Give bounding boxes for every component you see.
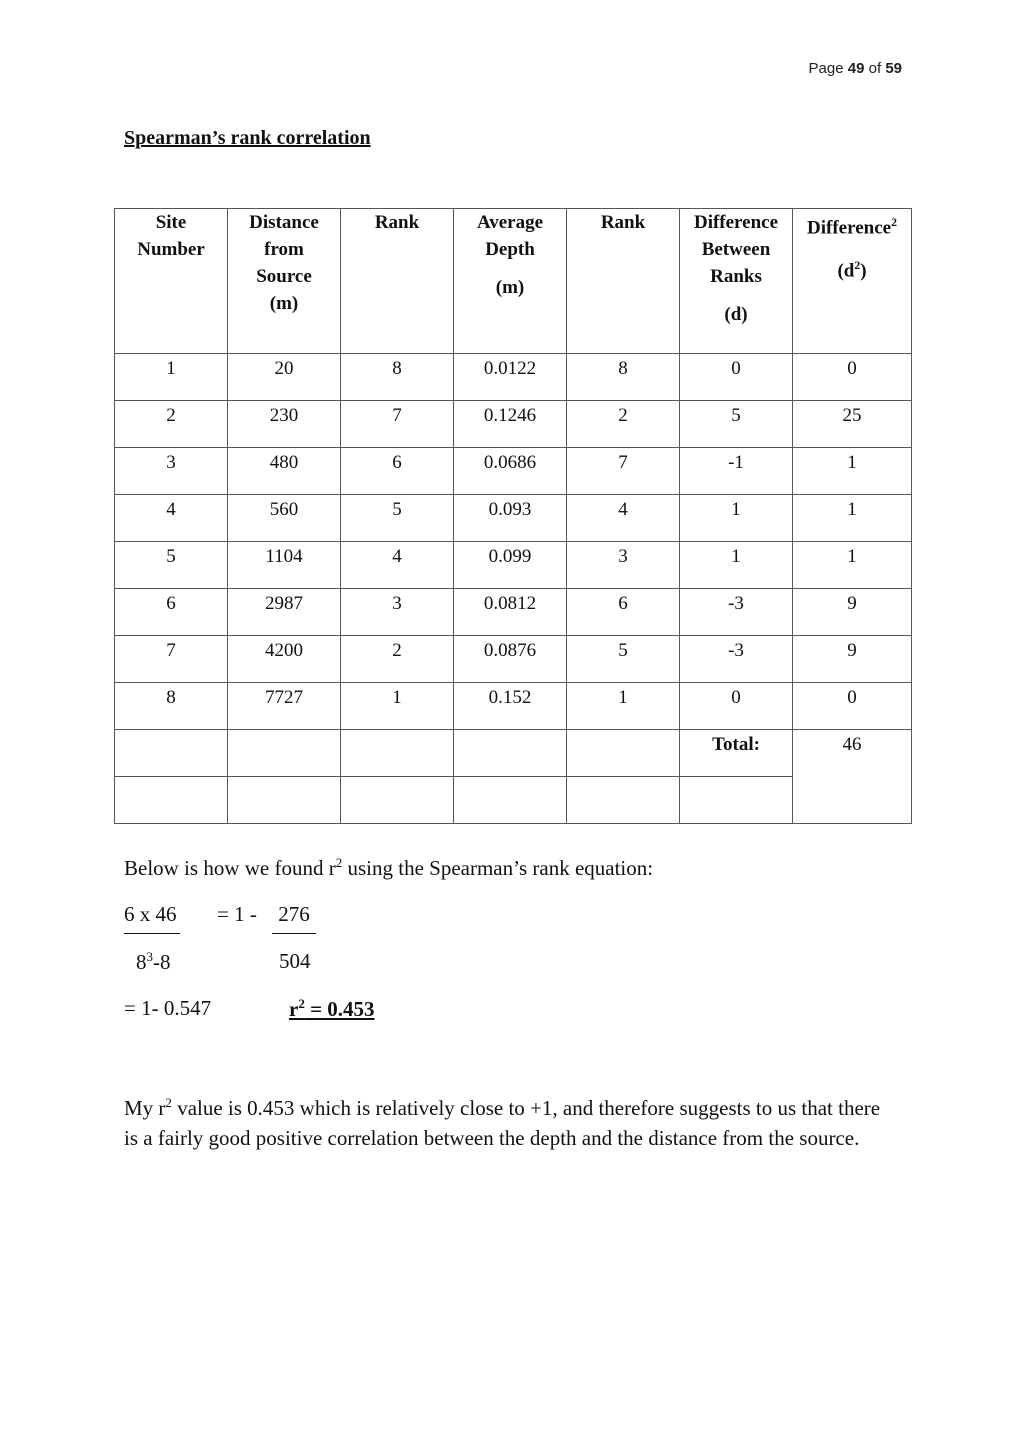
header-text: (d) [724, 304, 748, 325]
page-total: 59 [885, 60, 902, 77]
header-difference-squared [793, 209, 912, 354]
table-cell: 3 [115, 448, 228, 495]
header-row [115, 209, 912, 354]
table-cell: 560 [228, 495, 341, 542]
table-cell: 1104 [228, 542, 341, 589]
table-cell: 1 [341, 683, 454, 730]
table-cell: 1 [567, 683, 680, 730]
empty-cell [567, 730, 680, 777]
fraction-numerator: 6 x 46 [124, 902, 180, 934]
header-text: Difference [693, 212, 779, 233]
header-text: from [264, 239, 304, 260]
table-cell: 3 [341, 589, 454, 636]
table-cell: 7727 [228, 683, 341, 730]
table-cell: 4 [567, 495, 680, 542]
table-cell: 0 [680, 683, 793, 730]
page-prefix: Page [808, 60, 844, 77]
table-cell: 6 [341, 448, 454, 495]
table-row [115, 401, 912, 448]
header-text: Ranks [710, 266, 762, 287]
table-cell: 7 [341, 401, 454, 448]
header-text: Site [155, 212, 187, 233]
table-cell: 6 [567, 589, 680, 636]
header-site-number [115, 209, 228, 354]
header-text: (m) [495, 277, 525, 298]
table-row [115, 636, 912, 683]
table-cell: 5 [680, 401, 793, 448]
spearman-table [114, 208, 912, 824]
table-cell: 5 [567, 636, 680, 683]
empty-cell [228, 730, 341, 777]
fraction-denominator: $8^3-8$ [136, 949, 171, 974]
table-cell: -3 [680, 636, 793, 683]
table-cell: 8 [341, 354, 454, 401]
header-text: Rank [374, 212, 420, 233]
table-cell: 6 [115, 589, 228, 636]
table-cell: 0 [793, 683, 912, 730]
table-cell: 0.1246 [454, 401, 567, 448]
table-cell: 7 [567, 448, 680, 495]
calculation-intro: Below is how we found $r^2$ using the Spearman’s rank equation: [124, 855, 654, 880]
table-cell: 1 [793, 495, 912, 542]
table-row [115, 354, 912, 401]
result-value: $r^2 = 0.453$ [289, 996, 375, 1021]
header-text: Between [701, 239, 771, 260]
header-average-depth [454, 209, 567, 354]
table-row [115, 589, 912, 636]
table-cell: 0 [793, 354, 912, 401]
total-label: Total: [680, 730, 793, 777]
empty-cell [115, 730, 228, 777]
table-cell: 20 [228, 354, 341, 401]
empty-cell [341, 730, 454, 777]
table-cell: 480 [228, 448, 341, 495]
header-distance [228, 209, 341, 354]
total-row [115, 730, 912, 777]
table-cell: 0.0876 [454, 636, 567, 683]
table-cell: 230 [228, 401, 341, 448]
empty-cell [454, 777, 567, 824]
empty-cell [341, 777, 454, 824]
header-text: Difference$^2$ [807, 216, 897, 239]
table-cell: -1 [680, 448, 793, 495]
header-text: Source [256, 266, 312, 287]
table-cell: 5 [115, 542, 228, 589]
page-number [809, 60, 902, 77]
table-cell: 3 [567, 542, 680, 589]
table-cell: 2 [115, 401, 228, 448]
table-cell: 0.0812 [454, 589, 567, 636]
table-cell: 1 [793, 542, 912, 589]
table-cell: 0.0122 [454, 354, 567, 401]
empty-row [115, 777, 912, 824]
table-cell: 2987 [228, 589, 341, 636]
table-cell: 1 [793, 448, 912, 495]
table-cell: 8 [115, 683, 228, 730]
table-row [115, 448, 912, 495]
empty-cell [454, 730, 567, 777]
header-rank-depth [567, 209, 680, 354]
table-cell: 0.0686 [454, 448, 567, 495]
table-cell: 4 [341, 542, 454, 589]
empty-cell [228, 777, 341, 824]
table-cell: 8 [567, 354, 680, 401]
conclusion-paragraph: My $r^2$ value is 0.453 which is relatively close to +1, and therefore suggests to us that there is a fairly good positive correlation between the depth and the distance from the source. [124, 1095, 881, 1150]
empty-cell [567, 777, 680, 824]
table-cell: 4 [115, 495, 228, 542]
table-cell: 5 [341, 495, 454, 542]
table-cell: -3 [680, 589, 793, 636]
header-rank-distance [341, 209, 454, 354]
fraction2-denominator: 504 [279, 949, 311, 973]
total-value: 46 [793, 730, 912, 824]
table-cell: 25 [793, 401, 912, 448]
table-row [115, 683, 912, 730]
equals-one-minus: = 1 - [217, 902, 257, 926]
table-cell: 0.093 [454, 495, 567, 542]
table-cell: 1 [115, 354, 228, 401]
table-cell: 1 [680, 495, 793, 542]
page-title: Spearman’s rank correlation [124, 127, 371, 149]
table-row [115, 495, 912, 542]
table-row [115, 542, 912, 589]
table-cell: 2 [567, 401, 680, 448]
table-cell: 0 [680, 354, 793, 401]
table-cell: 4200 [228, 636, 341, 683]
table-cell: 7 [115, 636, 228, 683]
header-text: $(d^2)$ [837, 259, 867, 282]
equation-step: = 1- 0.547 [124, 996, 212, 1020]
table-cell: 9 [793, 589, 912, 636]
header-difference [680, 209, 793, 354]
table-cell: 9 [793, 636, 912, 683]
empty-cell [680, 777, 793, 824]
page-current: 49 [847, 60, 865, 77]
fraction2-numerator: 276 [272, 902, 316, 934]
header-text: (m) [269, 293, 299, 314]
header-text: Depth [485, 239, 535, 260]
empty-cell [115, 777, 228, 824]
table-cell: 0.099 [454, 542, 567, 589]
table-cell: 0.152 [454, 683, 567, 730]
header-text: Distance [249, 212, 319, 233]
table-cell: 2 [341, 636, 454, 683]
header-text: Average [476, 212, 544, 233]
table-cell: 1 [680, 542, 793, 589]
page-of: of [868, 60, 882, 77]
header-text: Rank [600, 212, 646, 233]
header-text: Number [137, 239, 205, 260]
